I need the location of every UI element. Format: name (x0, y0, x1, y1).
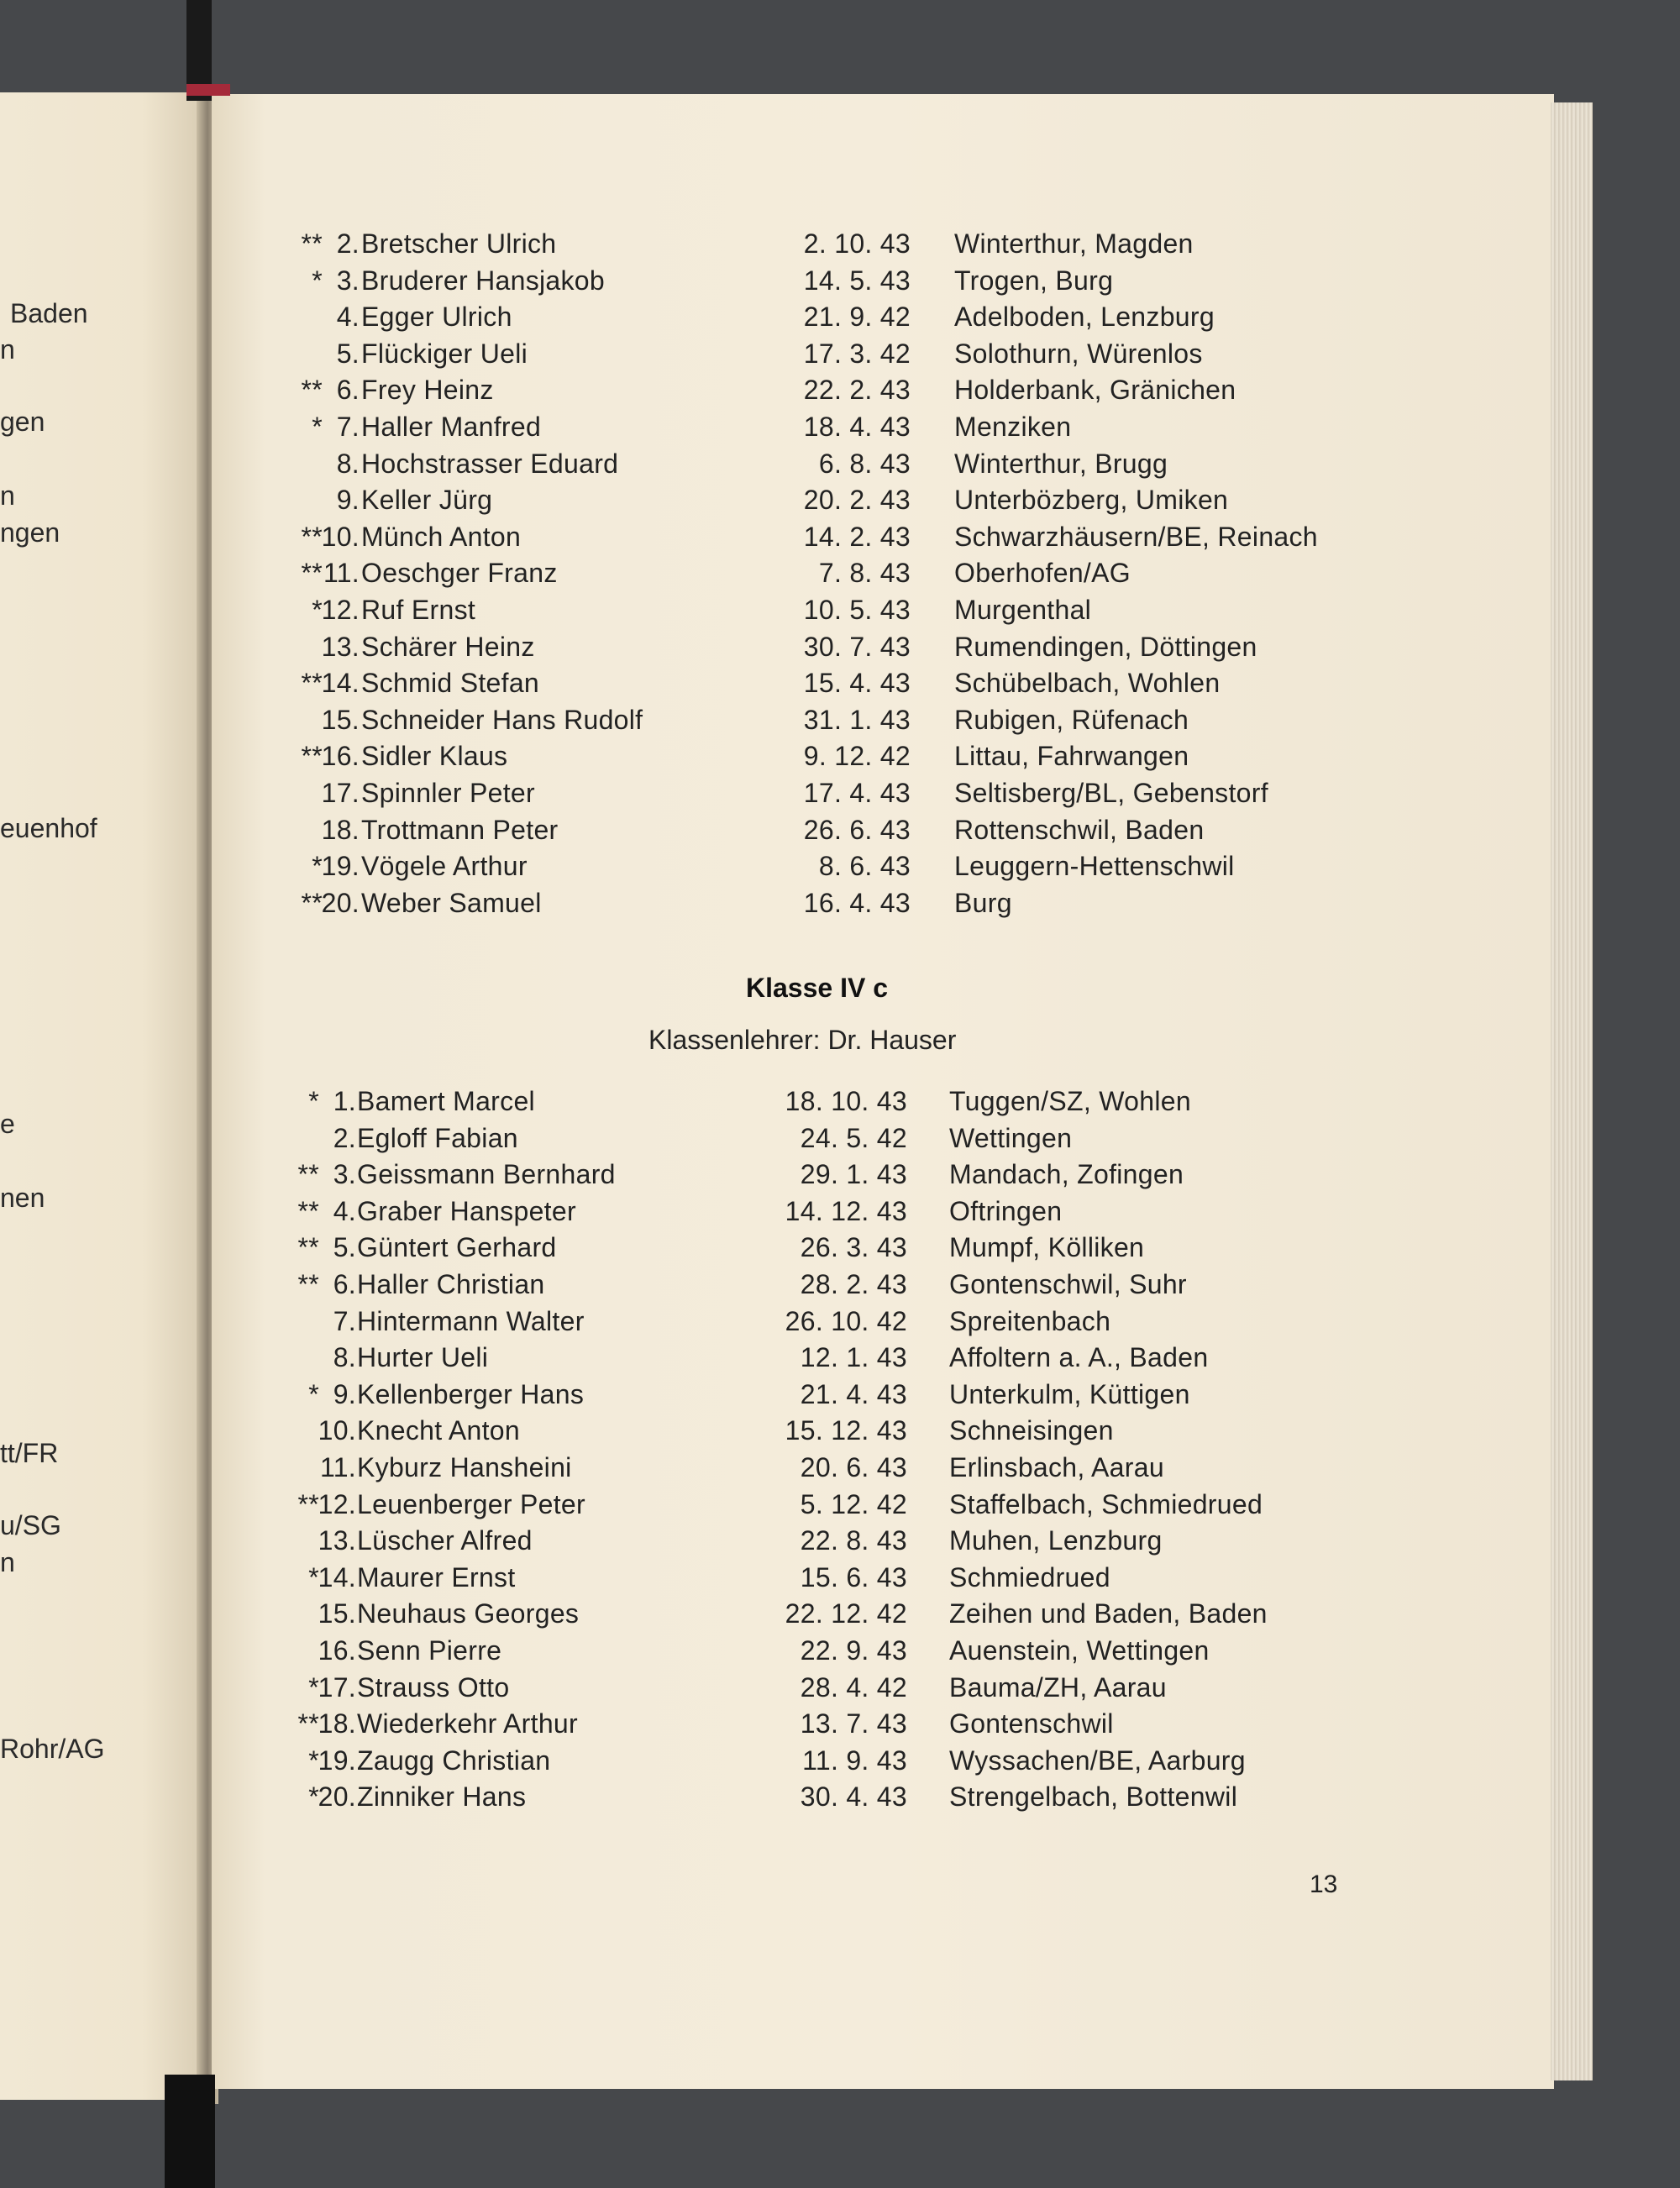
row-number: 18. (318, 1708, 356, 1739)
student-name: Geissmann Bernhard (357, 1159, 616, 1190)
student-name: Senn Pierre (357, 1635, 502, 1666)
birth-date: 28. 2. 43 (800, 1269, 907, 1299)
place-of-origin-residence: Winterthur, Magden (954, 228, 1194, 259)
row-number: 7. (333, 1305, 356, 1336)
table-row (0, 1306, 1680, 1340)
bookmark-ribbon-bottom (165, 2075, 215, 2188)
table-row (0, 815, 1680, 848)
student-name: Strauss Otto (357, 1671, 510, 1703)
student-name: Münch Anton (361, 521, 522, 552)
row-mark: * (312, 412, 323, 442)
place-of-origin-residence: Rumendingen, Döttingen (954, 631, 1257, 662)
table-row (0, 1672, 1680, 1706)
row-number: 12. (321, 595, 360, 625)
row-mark: ** (297, 1159, 319, 1190)
birth-date: 16. 4. 43 (803, 887, 911, 918)
place-of-origin-residence: Schmiedrued (949, 1561, 1110, 1592)
place-of-origin-residence: Erlinsbach, Aarau (949, 1452, 1164, 1482)
place-of-origin-residence: Staffelbach, Schmiedrued (949, 1488, 1263, 1519)
birth-date: 14. 2. 43 (803, 521, 911, 552)
birth-date: 21. 4. 43 (800, 1378, 907, 1409)
table-row (0, 1598, 1680, 1632)
place-of-origin-residence: Auenstein, Wettingen (949, 1635, 1210, 1666)
table-row (0, 1489, 1680, 1523)
page-number: 13 (1310, 1871, 1338, 1898)
table-row (0, 338, 1680, 372)
student-name: Vögele Arthur (361, 851, 528, 882)
table-row (0, 1781, 1680, 1815)
student-name: Neuhaus Georges (357, 1598, 580, 1629)
birth-date: 29. 1. 43 (800, 1159, 907, 1190)
student-name: Egger Ulrich (361, 302, 512, 333)
row-number: 8. (333, 1342, 356, 1373)
place-of-origin-residence: Solothurn, Würenlos (954, 338, 1203, 369)
table-row (0, 1196, 1680, 1230)
student-name: Schneider Hans Rudolf (361, 704, 643, 735)
table-row (0, 1708, 1680, 1742)
place-of-origin-residence: Mumpf, Kölliken (949, 1232, 1145, 1263)
table-row (0, 522, 1680, 555)
row-number: 6. (336, 375, 360, 406)
row-number: 10. (321, 521, 360, 552)
row-number: 17. (321, 778, 360, 808)
student-name: Zaugg Christian (357, 1745, 551, 1776)
birth-date: 31. 1. 43 (803, 704, 911, 735)
left-page-fragment: e (0, 1109, 15, 1139)
student-name: Hurter Ueli (357, 1342, 489, 1373)
place-of-origin-residence: Wyssachen/BE, Aarburg (949, 1745, 1246, 1776)
table-row (0, 302, 1680, 335)
row-mark: * (308, 1378, 319, 1409)
birth-date: 11. 9. 43 (802, 1745, 907, 1776)
row-number: 5. (333, 1232, 356, 1263)
birth-date: 17. 4. 43 (803, 778, 911, 808)
place-of-origin-residence: Affoltern a. A., Baden (949, 1342, 1209, 1373)
birth-date: 7. 8. 43 (818, 558, 911, 589)
row-number: 19. (321, 851, 360, 882)
row-number: 14. (321, 668, 360, 699)
row-number: 16. (321, 741, 360, 772)
table-row (0, 1342, 1680, 1376)
table-row (0, 1415, 1680, 1449)
birth-date: 22. 12. 42 (785, 1598, 907, 1629)
student-name: Graber Hanspeter (357, 1195, 576, 1226)
row-number: 10. (318, 1415, 356, 1446)
student-name: Güntert Gerhard (357, 1232, 557, 1263)
student-name: Lüscher Alfred (357, 1525, 533, 1556)
birth-date: 20. 2. 43 (803, 485, 911, 516)
place-of-origin-residence: Oftringen (949, 1195, 1063, 1226)
place-of-origin-residence: Rottenschwil, Baden (954, 814, 1205, 845)
row-number: 19. (318, 1745, 356, 1776)
left-page-fragment: ngen (0, 517, 60, 548)
left-page-fragment: tt/FR (0, 1438, 59, 1468)
table-row (0, 741, 1680, 774)
table-row (0, 1086, 1680, 1120)
birth-date: 30. 7. 43 (803, 631, 911, 662)
row-number: 13. (321, 631, 360, 662)
table-row (0, 412, 1680, 445)
student-name: Trottmann Peter (361, 814, 559, 845)
student-name: Frey Heinz (361, 375, 494, 406)
row-mark: ** (297, 1232, 319, 1263)
row-mark: ** (297, 1195, 319, 1226)
left-page-fragment: nen (0, 1183, 45, 1213)
headband (186, 84, 230, 96)
table-row (0, 1525, 1680, 1559)
left-page-fragment: n (0, 480, 15, 511)
place-of-origin-residence: Murgenthal (954, 595, 1092, 625)
row-number: 13. (318, 1525, 356, 1556)
row-number: 20. (318, 1781, 356, 1813)
class-heading: Klasse IV c (746, 973, 888, 1003)
table-row (0, 668, 1680, 701)
student-name: Bamert Marcel (357, 1086, 535, 1116)
row-number: 3. (333, 1159, 356, 1190)
place-of-origin-residence: Mandach, Zofingen (949, 1159, 1184, 1190)
student-name: Oeschger Franz (361, 558, 558, 589)
row-mark: ** (301, 558, 323, 589)
place-of-origin-residence: Schübelbach, Wohlen (954, 668, 1221, 699)
row-number: 11. (319, 1452, 356, 1482)
row-mark: * (308, 1745, 319, 1776)
row-mark: ** (297, 1708, 319, 1739)
left-page-fragment: euenhof (0, 813, 97, 843)
birth-date: 24. 5. 42 (800, 1122, 907, 1153)
student-name: Ruf Ernst (361, 595, 476, 625)
table-row (0, 705, 1680, 738)
student-name: Sidler Klaus (361, 741, 508, 772)
table-row (0, 1123, 1680, 1157)
table-row (0, 375, 1680, 408)
table-row (0, 1232, 1680, 1266)
birth-date: 9. 12. 42 (803, 741, 911, 772)
row-mark: ** (301, 228, 323, 259)
table-row (0, 1159, 1680, 1193)
row-number: 9. (336, 485, 360, 516)
student-name: Leuenberger Peter (357, 1488, 585, 1519)
birth-date: 15. 6. 43 (800, 1561, 907, 1592)
birth-date: 15. 4. 43 (803, 668, 911, 699)
row-number: 3. (336, 265, 360, 296)
place-of-origin-residence: Winterthur, Brugg (954, 448, 1168, 479)
row-mark: * (312, 595, 323, 625)
student-name: Egloff Fabian (357, 1122, 518, 1153)
student-name: Kellenberger Hans (357, 1378, 585, 1409)
table-row (0, 1269, 1680, 1303)
left-page-fragment: u/SG (0, 1510, 61, 1540)
row-mark: * (308, 1671, 319, 1703)
student-name: Schärer Heinz (361, 631, 535, 662)
student-name: Maurer Ernst (357, 1561, 516, 1592)
birth-date: 21. 9. 42 (803, 302, 911, 333)
place-of-origin-residence: Wettingen (949, 1122, 1073, 1153)
place-of-origin-residence: Burg (954, 887, 1012, 918)
place-of-origin-residence: Rubigen, Rüfenach (954, 704, 1189, 735)
birth-date: 6. 8. 43 (818, 448, 911, 479)
birth-date: 12. 1. 43 (800, 1342, 907, 1373)
table-row (0, 228, 1680, 262)
place-of-origin-residence: Gontenschwil (949, 1708, 1114, 1739)
left-page-fragment: Rohr/AG (0, 1734, 105, 1764)
student-name: Flückiger Ueli (361, 338, 528, 369)
birth-date: 10. 5. 43 (803, 595, 911, 625)
birth-date: 8. 6. 43 (818, 851, 911, 882)
birth-date: 22. 8. 43 (800, 1525, 907, 1556)
row-number: 8. (336, 448, 360, 479)
row-number: 20. (321, 887, 360, 918)
student-name: Hochstrasser Eduard (361, 448, 619, 479)
place-of-origin-residence: Oberhofen/AG (954, 558, 1131, 589)
row-number: 12. (318, 1488, 356, 1519)
row-mark: ** (301, 375, 323, 406)
place-of-origin-residence: Schwarzhäusern/BE, Reinach (954, 521, 1318, 552)
row-mark: * (308, 1086, 319, 1116)
student-name: Bretscher Ulrich (361, 228, 557, 259)
place-of-origin-residence: Menziken (954, 412, 1072, 442)
birth-date: 2. 10. 43 (803, 228, 911, 259)
row-mark: ** (297, 1269, 319, 1299)
left-page-fragment: n (0, 1547, 15, 1577)
row-number: 5. (336, 338, 360, 369)
row-number: 6. (333, 1269, 356, 1299)
table-row (0, 632, 1680, 665)
student-name: Spinnler Peter (361, 778, 535, 808)
table-row (0, 851, 1680, 884)
row-mark: * (312, 851, 323, 882)
row-number: 7. (336, 412, 360, 442)
birth-date: 28. 4. 42 (800, 1671, 907, 1703)
left-page-fragment: n (0, 334, 15, 365)
place-of-origin-residence: Spreitenbach (949, 1305, 1111, 1336)
row-number: 2. (336, 228, 360, 259)
table-row (0, 485, 1680, 518)
student-name: Hintermann Walter (357, 1305, 585, 1336)
row-number: 14. (318, 1561, 356, 1592)
place-of-origin-residence: Unterbözberg, Umiken (954, 485, 1229, 516)
row-number: 18. (321, 814, 360, 845)
place-of-origin-residence: Leuggern-Hettenschwil (954, 851, 1235, 882)
row-number: 9. (333, 1378, 356, 1409)
birth-date: 5. 12. 42 (800, 1488, 907, 1519)
row-number: 15. (321, 704, 360, 735)
birth-date: 13. 7. 43 (800, 1708, 907, 1739)
place-of-origin-residence: Gontenschwil, Suhr (949, 1269, 1187, 1299)
student-name: Wiederkehr Arthur (357, 1708, 578, 1739)
table-row (0, 449, 1680, 482)
row-number: 16. (318, 1635, 356, 1666)
row-number: 15. (318, 1598, 356, 1629)
table-row (0, 888, 1680, 921)
student-name: Schmid Stefan (361, 668, 540, 699)
row-number: 17. (318, 1671, 356, 1703)
place-of-origin-residence: Holderbank, Gränichen (954, 375, 1236, 406)
birth-date: 26. 6. 43 (803, 814, 911, 845)
left-page-fragment: Baden (10, 298, 88, 328)
table-row (0, 1452, 1680, 1486)
row-number: 4. (336, 302, 360, 333)
row-mark: * (312, 265, 323, 296)
student-name: Bruderer Hansjakob (361, 265, 605, 296)
table-row (0, 1635, 1680, 1669)
place-of-origin-residence: Strengelbach, Bottenwil (949, 1781, 1238, 1813)
birth-date: 22. 9. 43 (800, 1635, 907, 1666)
table-row (0, 558, 1680, 591)
place-of-origin-residence: Unterkulm, Küttigen (949, 1378, 1190, 1409)
student-name: Weber Samuel (361, 887, 542, 918)
student-name: Keller Jürg (361, 485, 493, 516)
table-row (0, 1562, 1680, 1596)
table-row (0, 778, 1680, 811)
row-mark: ** (301, 521, 323, 552)
row-mark: * (308, 1781, 319, 1813)
student-name: Kyburz Hansheini (357, 1452, 572, 1482)
row-mark: ** (301, 668, 323, 699)
place-of-origin-residence: Muhen, Lenzburg (949, 1525, 1163, 1556)
birth-date: 15. 12. 43 (785, 1415, 907, 1446)
row-number: 2. (333, 1122, 356, 1153)
row-mark: ** (301, 887, 323, 918)
birth-date: 26. 3. 43 (800, 1232, 907, 1263)
row-mark: * (308, 1561, 319, 1592)
birth-date: 18. 4. 43 (803, 412, 911, 442)
row-mark: ** (297, 1488, 319, 1519)
place-of-origin-residence: Tuggen/SZ, Wohlen (949, 1086, 1191, 1116)
birth-date: 20. 6. 43 (800, 1452, 907, 1482)
birth-date: 26. 10. 42 (785, 1305, 907, 1336)
table-row (0, 1745, 1680, 1779)
class-teacher: Klassenlehrer: Dr. Hauser (648, 1025, 957, 1055)
place-of-origin-residence: Zeihen und Baden, Baden (949, 1598, 1268, 1629)
place-of-origin-residence: Bauma/ZH, Aarau (949, 1671, 1167, 1703)
student-name: Haller Manfred (361, 412, 542, 442)
row-number: 4. (333, 1195, 356, 1226)
row-mark: ** (301, 741, 323, 772)
birth-date: 22. 2. 43 (803, 375, 911, 406)
place-of-origin-residence: Littau, Fahrwangen (954, 741, 1189, 772)
row-number: 1. (333, 1086, 356, 1116)
table-row (0, 265, 1680, 299)
student-name: Knecht Anton (357, 1415, 520, 1446)
birth-date: 14. 12. 43 (785, 1195, 907, 1226)
place-of-origin-residence: Seltisberg/BL, Gebenstorf (954, 778, 1268, 808)
student-name: Zinniker Hans (357, 1781, 527, 1813)
birth-date: 17. 3. 42 (803, 338, 911, 369)
birth-date: 18. 10. 43 (785, 1086, 907, 1116)
table-row (0, 595, 1680, 628)
birth-date: 30. 4. 43 (800, 1781, 907, 1813)
row-number: 11. (323, 558, 360, 589)
left-page-fragment: gen (0, 407, 45, 437)
place-of-origin-residence: Schneisingen (949, 1415, 1114, 1446)
place-of-origin-residence: Trogen, Burg (954, 265, 1114, 296)
student-name: Haller Christian (357, 1269, 545, 1299)
place-of-origin-residence: Adelboden, Lenzburg (954, 302, 1215, 333)
table-row (0, 1379, 1680, 1413)
birth-date: 14. 5. 43 (803, 265, 911, 296)
